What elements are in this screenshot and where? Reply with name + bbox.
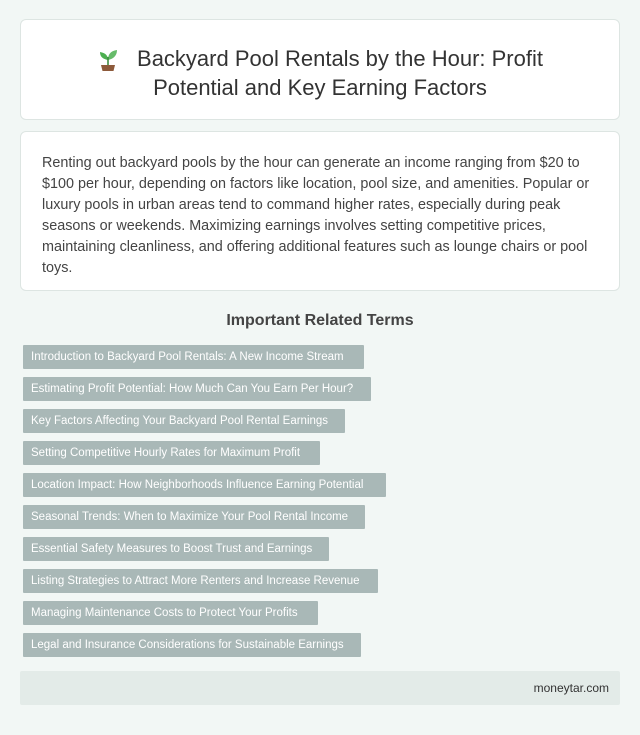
sprout-icon xyxy=(97,46,119,72)
intro-paragraph: Renting out backyard pools by the hour can generate an income ranging from $20 to $100 per hour, depending on factors like location, pool size, and amenities. Popular or luxury pools in urban areas tend to command higher rates, especially during peak seasons or weekends. Maximizing earnings involves setting competitive prices, maintaining cleanliness, and offering additional features such as lounge chairs or pool toys. xyxy=(42,155,590,276)
related-terms-list xyxy=(23,345,386,665)
related-term-link[interactable]: Seasonal Trends: When to Maximize Your Pool Rental Income xyxy=(23,505,365,529)
related-term-link[interactable]: Legal and Insurance Considerations for Sustainable Earnings xyxy=(23,633,361,657)
page-title xyxy=(61,44,579,102)
related-term-link[interactable]: Estimating Profit Potential: How Much Can You Earn Per Hour? xyxy=(23,377,371,401)
related-terms-heading: Important Related Terms xyxy=(226,312,414,329)
title-card xyxy=(20,19,620,120)
related-term-link[interactable]: Location Impact: How Neighborhoods Influence Earning Potential xyxy=(23,473,386,497)
page-title-text: Backyard Pool Rentals by the Hour: Profit Potential and Key Earning Factors xyxy=(137,46,543,100)
footer-site-name[interactable]: moneytar.com xyxy=(533,681,609,695)
related-term-link[interactable]: Essential Safety Measures to Boost Trust and Earnings xyxy=(23,537,329,561)
related-term-link[interactable]: Key Factors Affecting Your Backyard Pool Rental Earnings xyxy=(23,409,345,433)
intro-card xyxy=(20,131,620,291)
title-wrap xyxy=(21,44,619,102)
related-term-link[interactable]: Introduction to Backyard Pool Rentals: A New Income Stream xyxy=(23,345,364,369)
footer-bar xyxy=(20,671,620,705)
related-term-link[interactable]: Managing Maintenance Costs to Protect Your Profits xyxy=(23,601,318,625)
related-term-link[interactable]: Setting Competitive Hourly Rates for Maximum Profit xyxy=(23,441,320,465)
related-term-link[interactable]: Listing Strategies to Attract More Renters and Increase Revenue xyxy=(23,569,378,593)
